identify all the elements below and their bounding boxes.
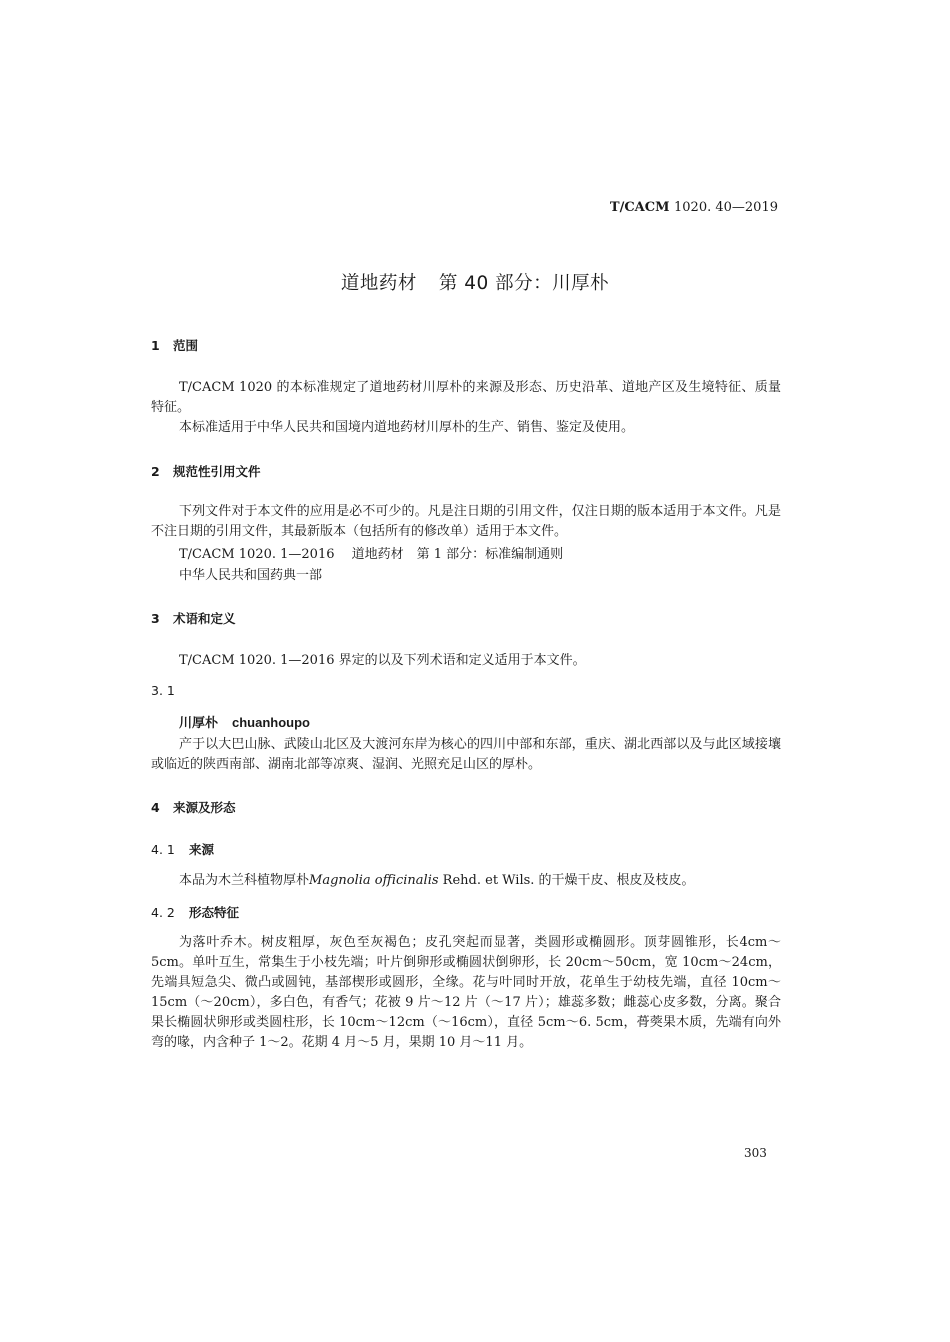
section-title: 来源及形态 (173, 800, 236, 815)
section-3-paragraph-1: T/CACM 1020. 1—2016 界定的以及下列术语和定义适用于本文件。 (179, 653, 586, 668)
subsection-title: 形态特征 (189, 905, 240, 920)
subsection-number: 4. 1 (151, 842, 175, 857)
section-1-paragraph-2: 本标准适用于中华人民共和国境内道地药材川厚朴的生产、销售、鉴定及使用。 (179, 420, 635, 435)
term-definition: 产于以大巴山脉、武陵山北区及大渡河东岸为核心的四川中部和东部，重庆、湖北西部以及与此区域接壤或临近的陕西南部、湖南北部等凉爽、湿润、光照充足山区的厚朴。 (151, 737, 781, 772)
section-1-paragraph-1: T/CACM 1020 的本标准规定了道地药材川厚朴的来源及形态、历史沿革、道地产区及生境特征、质量特征。 (151, 380, 781, 415)
term-english: chuanhoupo (232, 715, 311, 730)
term-chinese: 川厚朴 (179, 716, 219, 731)
subsection-title: 来源 (189, 842, 215, 857)
section-1-heading (151, 336, 198, 354)
reference-item: T/CACM 1020. 1—2016 道地药材 第 1 部分：标准编制通则 (179, 547, 564, 562)
section-number: 1 (151, 338, 160, 353)
subsection-4-2-heading (151, 903, 239, 921)
section-3-heading (151, 609, 236, 627)
page-title (0, 269, 950, 295)
source-text-pre: 本品为木兰科植物厚朴 (179, 873, 310, 888)
section-number: 4 (151, 800, 160, 815)
source-latin-name: Magnolia officinalis (309, 873, 439, 888)
source-paragraph (179, 871, 695, 891)
subsection-3-1-number: 3. 1 (151, 683, 175, 698)
subsection-number: 4. 2 (151, 905, 175, 920)
standard-code-prefix: T/CACM (609, 200, 670, 215)
morphology-paragraph: 为落叶乔木。树皮粗厚，灰色至灰褐色；皮孔突起而显著，类圆形或椭圆形。顶芽圆锥形，长4cm～5cm。单叶互生，常集生于小枝先端；叶片倒卵形或椭圆状倒卵形，长 20cm～50cm，宽 10cm～24cm，先端具短急尖、微凸或圆钝，基部楔形或圆形，全缘。花与叶同时开放，花单生于幼枝先端，直径 10cm～15cm（～20cm），多白色，有香气；花被 9 片～12 片（～17 片）；雄蕊多数；雌蕊心皮多数，分离。聚合果长椭圆状卵形或类圆柱形，长 10cm～12cm（～16cm），直径 5cm～6. 5cm，蓇葖果木质，先端有向外弯的喙，内含种子 1～2。花期 4 月～5 月，果期 10 月～11 月。 (151, 935, 781, 1050)
section-number: 2 (151, 464, 160, 479)
term-entry (179, 713, 310, 734)
page-number: 303 (744, 1146, 767, 1160)
section-title: 术语和定义 (173, 611, 236, 626)
subsection-4-1-heading (151, 840, 214, 858)
section-title: 范围 (173, 338, 199, 353)
section-title: 规范性引用文件 (173, 464, 261, 479)
section-4-heading (151, 798, 236, 816)
standard-code (610, 200, 778, 215)
standard-code-number: 1020. 40—2019 (674, 200, 778, 215)
section-number: 3 (151, 611, 160, 626)
section-2-heading (151, 462, 261, 480)
source-text-post: Rehd. et Wils. 的干燥干皮、根皮及枝皮。 (438, 873, 695, 888)
title-part: 第 40 部分：川厚朴 (438, 273, 610, 294)
section-2-paragraph-1: 下列文件对于本文件的应用是必不可少的。凡是注日期的引用文件，仅注日期的版本适用于本文件。凡是不注日期的引用文件，其最新版本（包括所有的修改单）适用于本文件。 (151, 504, 781, 539)
reference-item: 中华人民共和国药典一部 (179, 568, 323, 583)
title-main: 道地药材 (340, 273, 417, 294)
